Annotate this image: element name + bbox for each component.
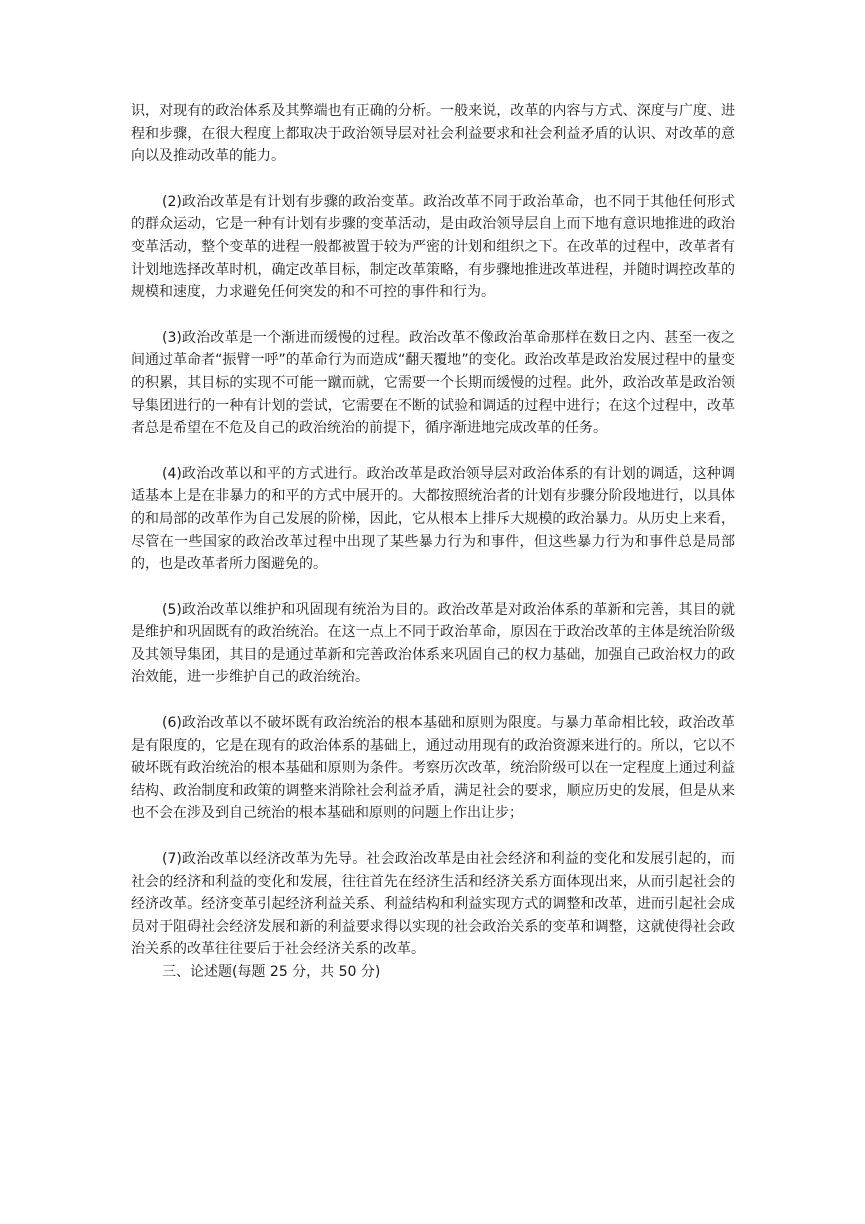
paragraph-point-5: (5)政治改革以维护和巩固现有统治为目的。政治改革是对政治体系的革新和完善，其目的就是维护和巩固既有的政治统治。在这一点上不同于政治革命，原因在于政治改革的主体是统治阶级及其领导集团，其目的是通过革新和完善政治体系来巩固自己的权力基础，加强自己政治权力的政治效能，进一步维护自己的政治统治。 <box>131 601 735 686</box>
section-heading: 三、论述题(每题 25 分，共 50 分) <box>162 964 381 980</box>
paragraph-point-6: (6)政治改革以不破坏既有政治统治的根本基础和原则为限度。与暴力革命相比较，政治改革是有限度的，它是在现有的政治体系的基础上，通过动用现有的政治资源来进行的。所以，它以不破坏既有政治统治的根本基础和原则为条件。考察历次改革，统治阶级可以在一定程度上通过利益结构、政治制度和政策的调整来消除社会利益矛盾，满足社会的要求，顺应历史的发展，但是从来也不会在涉及到自己统治的根本基础和原则的问题上作出让步； <box>131 715 735 822</box>
paragraph-point-4: (4)政治改革以和平的方式进行。政治改革是政治领导层对政治体系的有计划的调适，这种调适基本上是在非暴力的和平的方式中展开的。大都按照统治者的计划有步骤分阶段地进行，以具体的和局部的改革作为自己发展的阶梯，因此，它从根本上排斥大规模的政治暴力。从历史上来看，尽管在一些国家的政治改革过程中出现了某些暴力行为和事件，但这些暴力行为和事件总是局部的，也是改革者所力图避免的。 <box>131 465 735 573</box>
paragraph-continuation: 识，对现有的政治体系及其弊端也有正确的分析。一般来说，改革的内容与方式、深度与广度、进程和步骤，在很大程度上都取决于政治领导层对社会利益要求和社会利益矛盾的认识、对改革的意向以及推动改革的能力。 <box>131 103 735 165</box>
paragraph-point-7: (7)政治改革以经济改革为先导。社会政治改革是由社会经济和利益的变化和发展引起的，而社会的经济和利益的变化和发展，往往首先在经济生活和经济关系方面体现出来，从而引起社会的经济改革。经济变革引起经济利益关系、利益结构和利益实现方式的调整和改革，进而引起社会成员对于阻碍社会经济发展和新的利益要求得以实现的社会政治关系的变革和调整，这就使得社会政治关系的改革往往要后于社会经济关系的改革。 <box>131 851 735 958</box>
paragraph-point-3: (3)政治改革是一个渐进而缓慢的过程。政治改革不像政治革命那样在数日之内、甚至一夜之间通过革命者“振臂一呼”的革命行为而造成“翻天覆地”的变化。政治改革是政治发展过程中的量变的积累，其目标的实现不可能一蹴而就，它需要一个长期而缓慢的过程。此外，政治改革是政治领导集团进行的一种有计划的尝试，它需要在不断的试验和调适的过程中进行；在这个过程中，改革者总是希望在不危及自己的政治统治的前提下，循序渐进地完成改革的任务。 <box>131 329 735 437</box>
paragraph-point-2: (2)政治改革是有计划有步骤的政治变革。政治改革不同于政治革命，也不同于其他任何形式的群众运动，它是一种有计划有步骤的变革活动，是由政治领导层自上而下地有意识地推进的政治变革活动，整个变革的进程一般都被置于较为严密的计划和组织之下。在改革的过程中，改革者有计划地选择改革时机，确定改革目标，制定改革策略，有步骤地推进改革进程，并随时调控改革的规模和速度，力求避免任何突发的和不可控的事件和行为。 <box>131 193 735 301</box>
document-body <box>131 100 735 984</box>
